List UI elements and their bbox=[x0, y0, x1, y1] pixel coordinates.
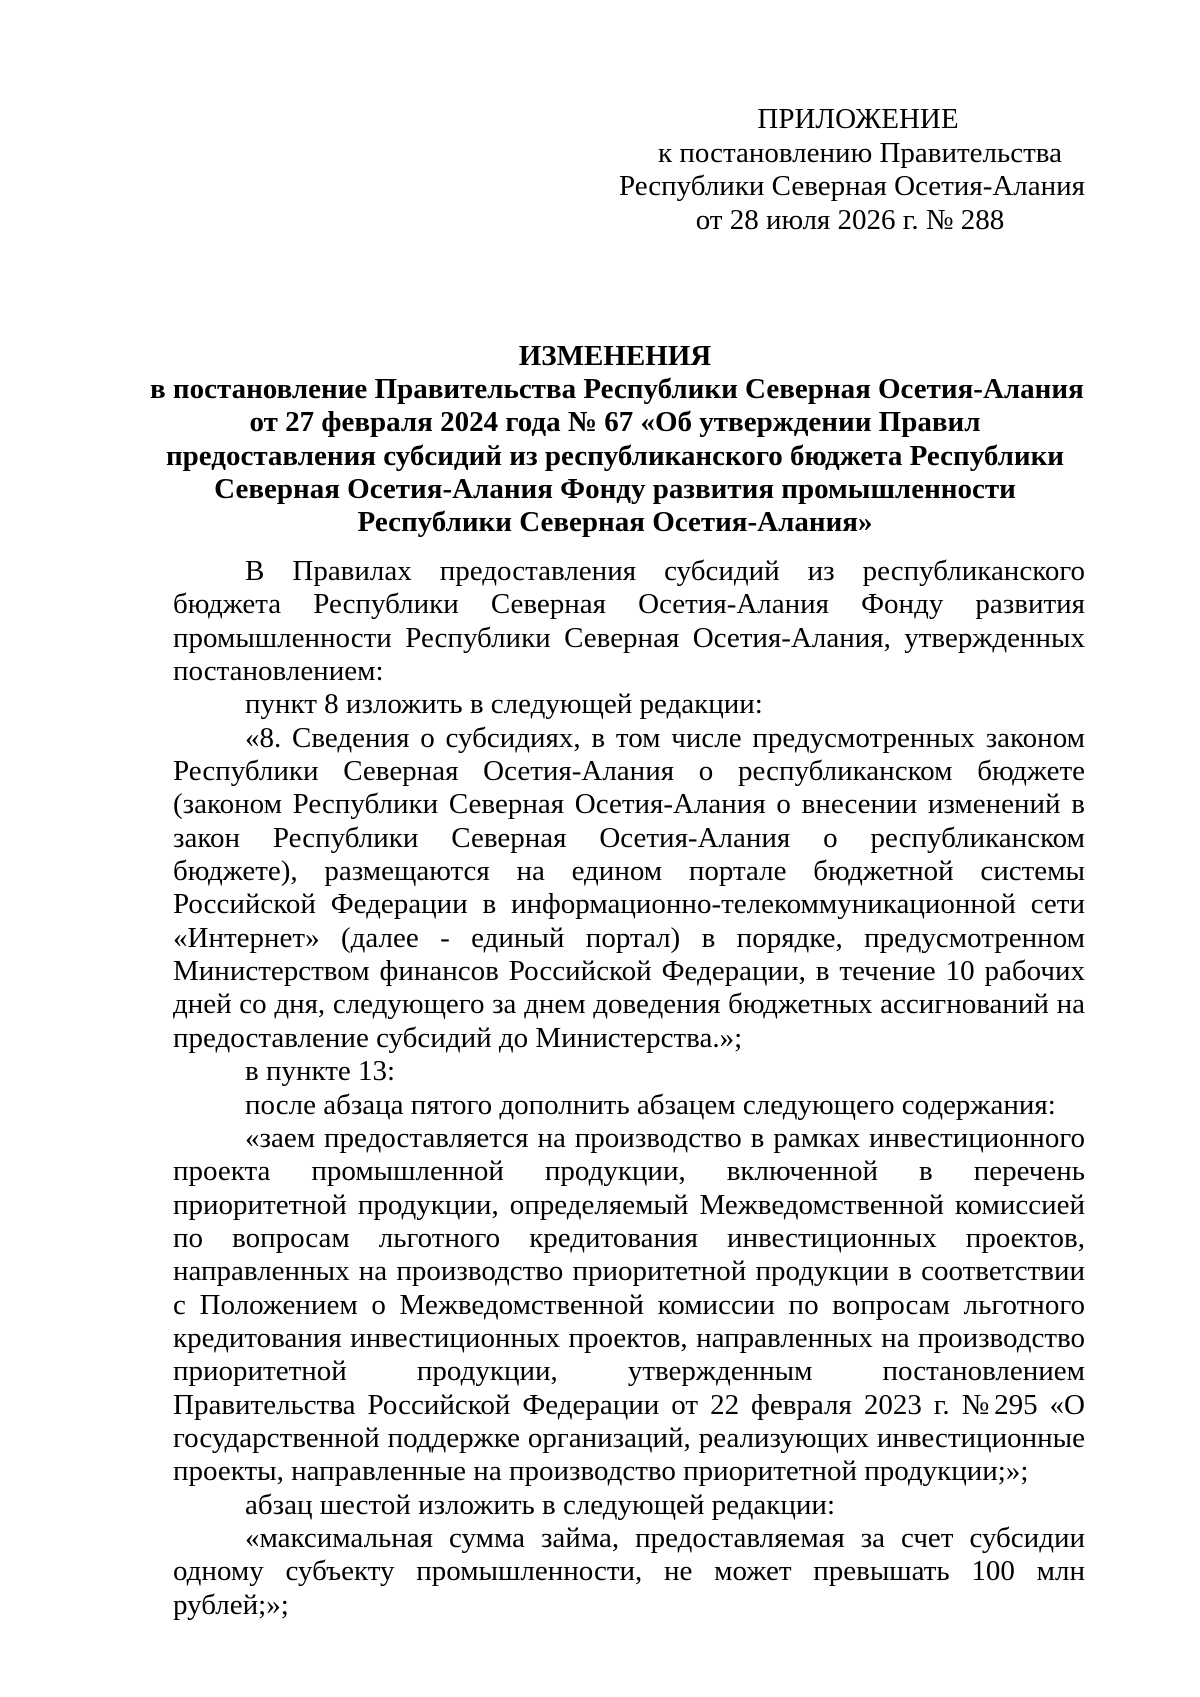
appendix-title: ПРИЛОЖЕНИЕ bbox=[757, 103, 959, 135]
paragraph-item-8-instruction: пункт 8 изложить в следующей редакции: bbox=[245, 688, 763, 721]
appendix-date-number: от 28 июля 2026 г. № 288 bbox=[695, 203, 1005, 236]
paragraph-add-abzac-instruction: после абзаца пятого дополнить абзацем следующего содержания: bbox=[245, 1088, 1056, 1121]
paragraph-intro: В Правилах предоставления субсидий из республиканского бюджета Республики Северная Осетия-Алания Фонду развития промышленности Республики Северная Осетия-Алания, утвержденных постановлением: bbox=[173, 555, 1085, 688]
paragraph-max-loan-text: «максимальная сумма займа, предоставляемая за счет субсидии одному субъекту промышленности, не может превышать 100 млн рублей;»; bbox=[173, 1521, 1085, 1621]
paragraph-item-13-instruction: в пункте 13: bbox=[245, 1055, 396, 1088]
paragraph-abzac-6-instruction: абзац шестой изложить в следующей редакции: bbox=[245, 1488, 835, 1521]
appendix-reference: к постановлению Правительства bbox=[658, 136, 1062, 169]
title-line-5: Северная Осетия-Алания Фонду развития промышленности bbox=[214, 472, 1016, 505]
title-line-4: предоставления субсидий из республиканского бюджета Республики bbox=[165, 439, 1065, 472]
appendix-republic: Республики Северная Осетия-Алания bbox=[618, 170, 1086, 202]
paragraph-loan-purpose-text: «заем предоставляется на производство в рамках инвестиционного проекта промышленной продукции, включенной в перечень приоритетной продукции, определяемый Межведомственной комиссией по вопросам льготного кредитования инвестиционных проектов, направленных на производство приоритетной продукции в соответствии с Положением о Межведомственной комиссии по вопросам льготного кредитования инвестиционных проектов, направленных на производство приоритетной продукции, утвержденным постановлением Правительства Российской Федерации от 22 февраля 2023 г. №295 «О государственной поддержке организаций, реализующих инвестиционные проекты, направленные на производство приоритетной продукции;»; bbox=[173, 1121, 1085, 1488]
title-line-6: Республики Северная Осетия-Алания» bbox=[357, 506, 873, 539]
paragraph-item-8-text: «8. Сведения о субсидиях, в том числе предусмотренных законом Республики Северная Осетия-Алания о республиканском бюджете (законом Республики Северная Осетия-Алания о внесении изменений в закон Республики Северная Осетия-Алания о республиканском бюджете), размещаются на едином портале бюджетной системы Российской Федерации в информационно-телекоммуникационной сети «Интернет» (далее - единый портал) в порядке, предусмотренном Министерством финансов Российской Федерации, в течение 10 рабочих дней со дня, следующего за днем доведения бюджетных ассигнований на предоставление субсидий до Министерства.»; bbox=[173, 721, 1085, 1054]
title-line-2: в постановление Правительства Республики Северная Осетия-Алания bbox=[150, 373, 1084, 406]
document-title bbox=[150, 340, 1084, 539]
title-line-3: от 27 февраля 2024 года № 67 «Об утверждении Правил bbox=[249, 406, 981, 439]
title-heading: ИЗМЕНЕНИЯ bbox=[518, 340, 712, 372]
document-body bbox=[173, 555, 1085, 1622]
appendix-header bbox=[600, 103, 1100, 237]
